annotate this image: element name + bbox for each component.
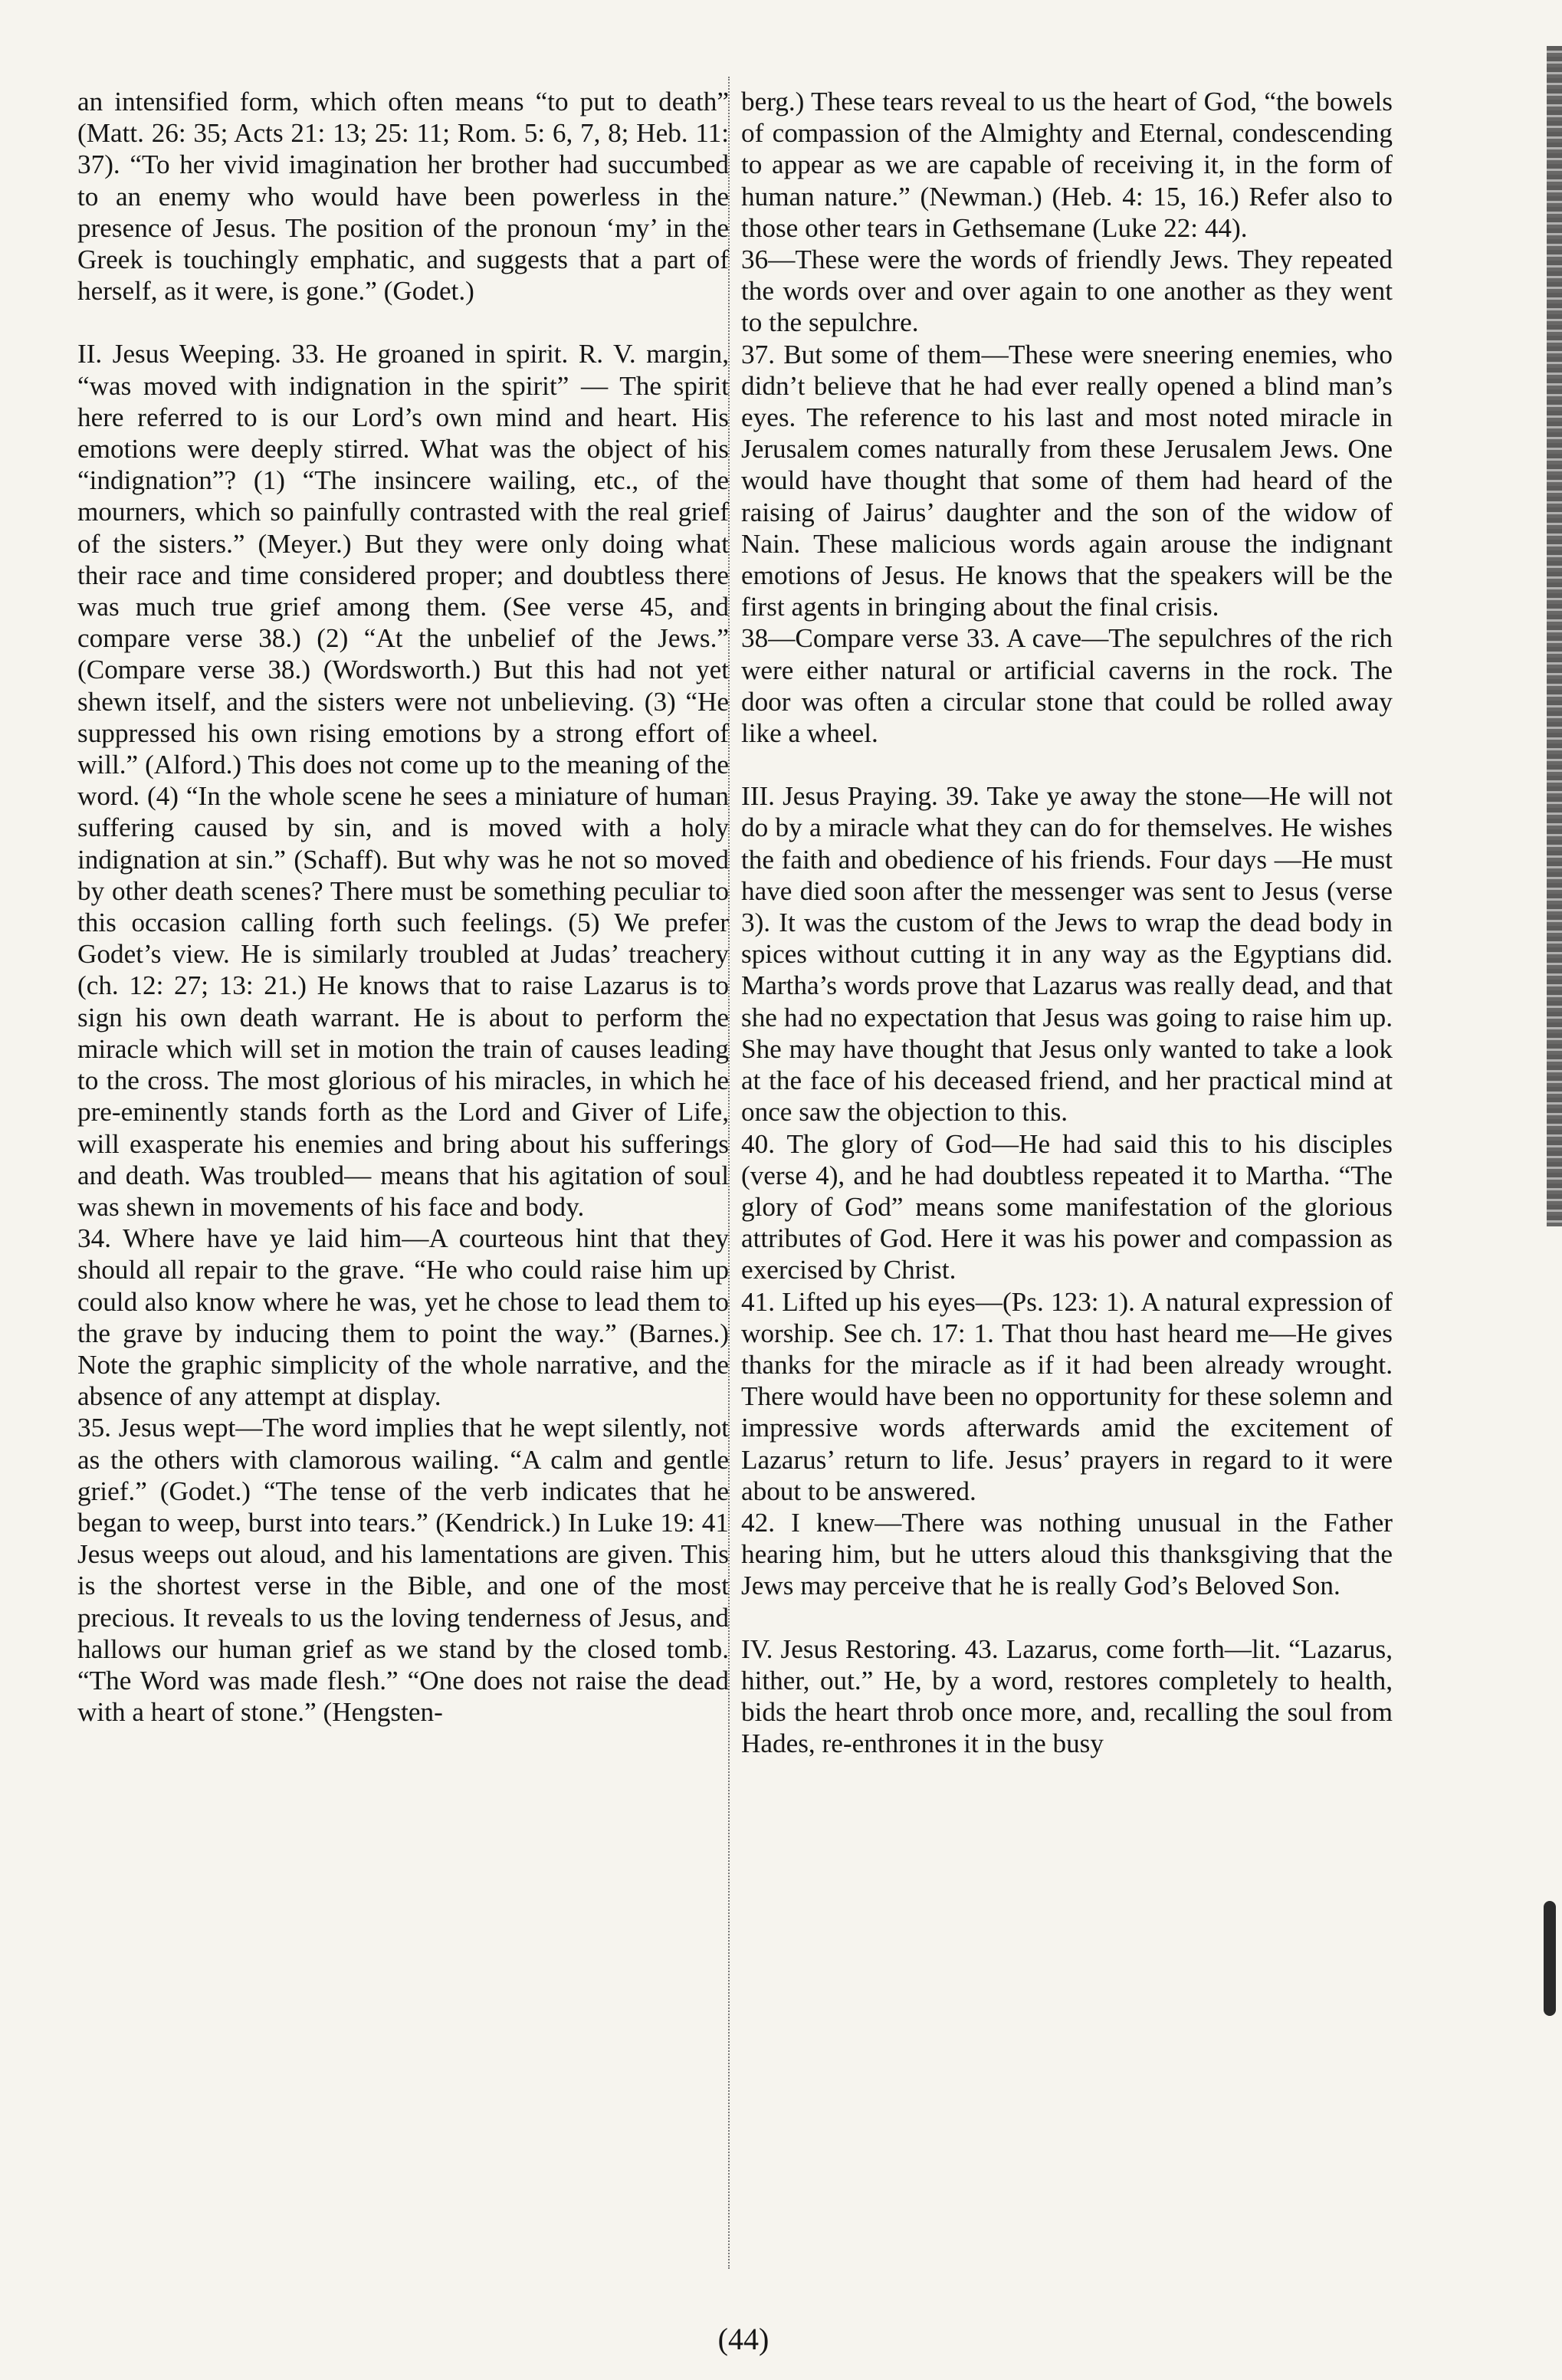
paragraph-verse-41: 41. Lifted up his eyes—(Ps. 123: 1). A natural expression of worship. See ch. 17: 1. That thou hast heard me—He gives thanks for the miracle as if it had been already wrought. There would have been no opportunity for these solemn and impressive words afterwards amid the excitement of Lazarus’ return to life. Jesus’ prayers in regard to it were about to be answered. bbox=[741, 1286, 1393, 1506]
paragraph-jesus-weeping-33: II. Jesus Weeping. 33. He groaned in spirit. R. V. margin, “was moved with indignation in the spirit” — The spirit here referred to is our Lord’s own mind and heart. His emotions were deeply stirred. What was the object of his “indignation”? (1) “The insincere wailing, etc., of the mourners, which so painfully contrasted with the real grief of the sisters.” (Meyer.) But they were only doing what their race and time considered proper; and doubtless there was much true grief among them. (See verse 45, and compare verse 38.) (2) “At the unbelief of the Jews.” (Compare verse 38.) (Wordsworth.) But this had not yet shewn itself, and the sisters were not unbelieving. (3) “He suppressed his own rising emotions by a strong effort of will.” (Alford.) This does not come up to the meaning of the word. (4) “In the whole scene he sees a miniature of human suffering caused by sin, and is moved with a holy indignation at sin.” (Schaff). But why was he not so moved by other death scenes? There must be something peculiar to this occasion calling forth such feelings. (5) We prefer Godet’s view. He is similarly troubled at Judas’ treachery (ch. 12: 27; 13: 21.) He knows that to raise Lazarus is to sign his own death warrant. He is about to perform the miracle which will set in motion the train of causes leading to the cross. The most glorious of his miracles, in which he pre-eminently stands forth as the Lord and Giver of Life, will exasperate his enemies and bring about his sufferings and death. Was troubled— means that his agitation of soul was shewn in movements of his face and body. bbox=[77, 339, 729, 1222]
paragraph-verse-42: 42. I knew—There was nothing unusual in the Father hearing him, but he utters aloud this thanksgiving that the Jews may perceive that he is really God’s Beloved Son. bbox=[741, 1507, 1393, 1601]
paragraph-jesus-restoring-43: IV. Jesus Restoring. 43. Lazarus, come forth—lit. “Lazarus, hither, out.” He, by a word, restores completely to health, bids the heart throb once more, and, recalling the soul from Hades, re-enthrones it in the busy bbox=[741, 1633, 1393, 1759]
paragraph-verse-36: 36—These were the words of friendly Jews. They repeated the words over and over again to one another as they went to the sepulchre. bbox=[741, 245, 1393, 338]
scan-margin-mark bbox=[1544, 1901, 1556, 2016]
paragraph-martha-note: an intensified form, which often means “to put to death” (Matt. 26: 35; Acts 21: 13; 25: 11; Rom. 5: 6, 7, 8; Heb. 11: 37). “To her vivid imagination her brother had succumbed to an enemy who would have been powerless in the presence of Jesus. The position of the pronoun ‘my’ in the Greek is touchingly emphatic, and suggests that a part of herself, as it were, is gone.” (Godet.) bbox=[77, 87, 729, 307]
page-number: (44) bbox=[717, 2322, 770, 2356]
paragraph-jesus-praying-39: III. Jesus Praying. 39. Take ye away the stone—He will not do by a miracle what they can do for themselves. He wishes the faith and obedience of his friends. Four days —He must have died soon after the messenger was sent to Jesus (verse 3). It was the custom of the Jews to wrap the dead body in spices without cutting it in any way as the Egyptians did. Martha’s words prove that Lazarus was really dead, and that she had no expectation that Jesus was going to raise him up. She may have thought that Jesus only wanted to take a look at the face of his deceased friend, and her practical mind at once saw the objection to this. bbox=[741, 781, 1393, 1128]
paragraph-verse-38: 38—Compare verse 33. A cave—The sepulchres of the rich were either natural or artificial caverns in the rock. The door was often a circular stone that could be rolled away like a wheel. bbox=[741, 623, 1393, 749]
paragraph-verse-34: 34. Where have ye laid him—A courteous hint that they should all repair to the grave. “He who could raise him up could also know where he was, yet he chose to lead them to the grave by inducing them to point the way.” (Barnes.) Note the graphic simplicity of the whole narrative, and the absence of any attempt at display. bbox=[77, 1223, 729, 1412]
paragraph-verse-35-cont: berg.) These tears reveal to us the heart of God, “the bowels of compassion of the Almighty and Eternal, condescending to appear as we are capable of receiving it, in the form of human nature.” (Newman.) (Heb. 4: 15, 16.) Refer also to those other tears in Gethsemane (Luke 22: 44). bbox=[741, 87, 1393, 243]
scan-margin-edge bbox=[1547, 46, 1562, 1226]
left-column bbox=[77, 86, 729, 1728]
right-column bbox=[741, 86, 1393, 1759]
paragraph-verse-37: 37. But some of them—These were sneering enemies, who didn’t believe that he had ever really opened a blind man’s eyes. The reference to his last and most noted miracle in Jerusalem comes naturally from these Jerusalem Jews. One would have thought that some of them had heard of the raising of Jairus’ daughter and the son of the widow of Nain. These malicious words again arouse the indignant emotions of Jesus. He knows that the speakers will be the first agents in bringing about the final crisis. bbox=[741, 339, 1393, 622]
paragraph-verse-40: 40. The glory of God—He had said this to his disciples (verse 4), and he had doubtless repeated it to Martha. “The glory of God” means some manifestation of the glorious attributes of God. Here it was his power and compassion as exercised by Christ. bbox=[741, 1128, 1393, 1285]
paragraph-verse-35: 35. Jesus wept—The word implies that he wept silently, not as the others with clamorous wailing. “A calm and gentle grief.” (Godet.) “The tense of the verb indicates that he began to weep, burst into tears.” (Kendrick.) In Luke 19: 41 Jesus weeps out aloud, and his lamentations are given. This is the shortest verse in the Bible, and one of the most precious. It reveals to us the loving tenderness of Jesus, and hallows our human grief as we stand by the closed tomb. “The Word was made flesh.” “One does not raise the dead with a heart of stone.” (Hengsten- bbox=[77, 1413, 729, 1728]
